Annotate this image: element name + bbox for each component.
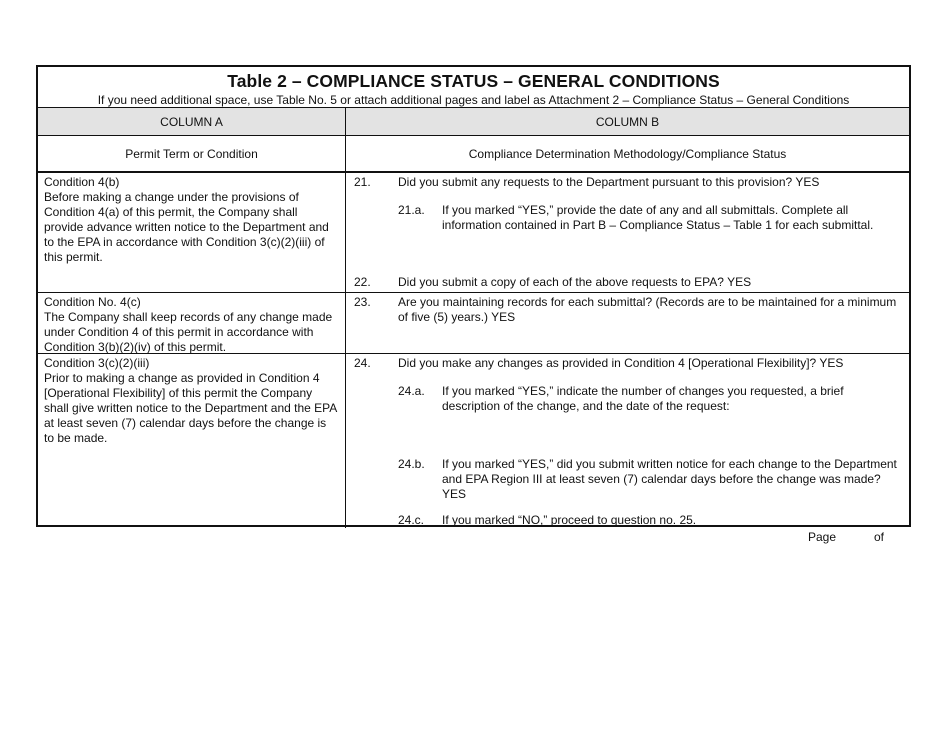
question-21 bbox=[354, 175, 903, 190]
question-24b bbox=[398, 457, 903, 502]
page-of-label: of bbox=[874, 530, 885, 544]
condition-cell: Condition 4(b) Before making a change under the provisions of Condition 4(a) of this permit, the Company shall provide advance written notice to the Department and to the EPA in accordance with Condition 3(c)(2)(iii) of this permit. bbox=[38, 173, 346, 292]
questions-cell bbox=[346, 354, 909, 528]
question-number: 24.b. bbox=[398, 457, 425, 471]
question-text: If you marked “NO,” proceed to question no. 25. bbox=[442, 513, 697, 527]
column-subheader-row bbox=[38, 136, 909, 173]
question-24 bbox=[354, 356, 903, 371]
question-number: 23. bbox=[354, 295, 371, 309]
compliance-table bbox=[36, 65, 911, 527]
question-text: Are you maintaining records for each submittal? (Records are to be maintained for a minimum of five (5) years.) YES bbox=[398, 295, 897, 324]
question-24a bbox=[398, 384, 903, 414]
column-b-header: COLUMN B bbox=[595, 114, 660, 129]
question-number: 21.a. bbox=[398, 203, 425, 217]
question-number: 22. bbox=[354, 275, 371, 289]
table-title-row bbox=[38, 67, 909, 108]
table-row bbox=[38, 354, 909, 528]
table-row bbox=[38, 173, 909, 293]
question-23 bbox=[354, 295, 903, 325]
column-header-row bbox=[38, 108, 909, 136]
question-21a bbox=[398, 203, 903, 233]
question-text: If you marked “YES,” did you submit written notice for each change to the Department and EPA Region III at least seven (7) calendar days before the change was made? YES bbox=[442, 457, 897, 501]
question-number: 24. bbox=[354, 356, 371, 370]
condition-cell: Condition 3(c)(2)(iii) Prior to making a change as provided in Condition 4 [Operational Flexibility] of this permit the Company shall give written notice to the Department and the EPA at least seven (7) calendar days before the change is to be made. bbox=[38, 354, 346, 528]
question-number: 21. bbox=[354, 175, 371, 189]
questions-cell bbox=[346, 173, 909, 292]
question-text: Did you submit a copy of each of the above requests to EPA? YES bbox=[398, 275, 752, 289]
question-22 bbox=[354, 275, 903, 290]
table-row bbox=[38, 293, 909, 354]
question-number: 24.a. bbox=[398, 384, 425, 398]
condition-cell: Condition No. 4(c) The Company shall keep records of any change made under Condition 4 of this permit in accordance with Condition 3(b)(2)(iv) of this permit. bbox=[38, 293, 346, 353]
question-number: 24.c. bbox=[398, 513, 425, 527]
question-text: If you marked “YES,” indicate the number of changes you requested, a brief description of the change, and the date of the request: bbox=[442, 384, 844, 413]
questions-cell bbox=[346, 293, 909, 353]
column-a-header: COLUMN A bbox=[38, 108, 346, 135]
table-title: Table 2 – COMPLIANCE STATUS – GENERAL CONDITIONS bbox=[227, 71, 720, 91]
question-24c bbox=[398, 513, 903, 528]
question-text: If you marked “YES,” provide the date of any and all submittals. Complete all information contained in Part B – Compliance Status – Table 1 for each submittal. bbox=[442, 203, 874, 232]
column-a-subheader: Permit Term or Condition bbox=[38, 136, 346, 171]
question-text: Did you submit any requests to the Department pursuant to this provision? YES bbox=[398, 175, 820, 189]
table-subtitle: If you need additional space, use Table No. 5 or attach additional pages and label as Attachment 2 – Compliance Status – General Conditions bbox=[97, 93, 850, 107]
column-b-subheader: Compliance Determination Methodology/Compliance Status bbox=[468, 146, 787, 161]
question-text: Did you make any changes as provided in Condition 4 [Operational Flexibility]? YES bbox=[398, 356, 844, 370]
page-label: Page bbox=[808, 530, 837, 544]
